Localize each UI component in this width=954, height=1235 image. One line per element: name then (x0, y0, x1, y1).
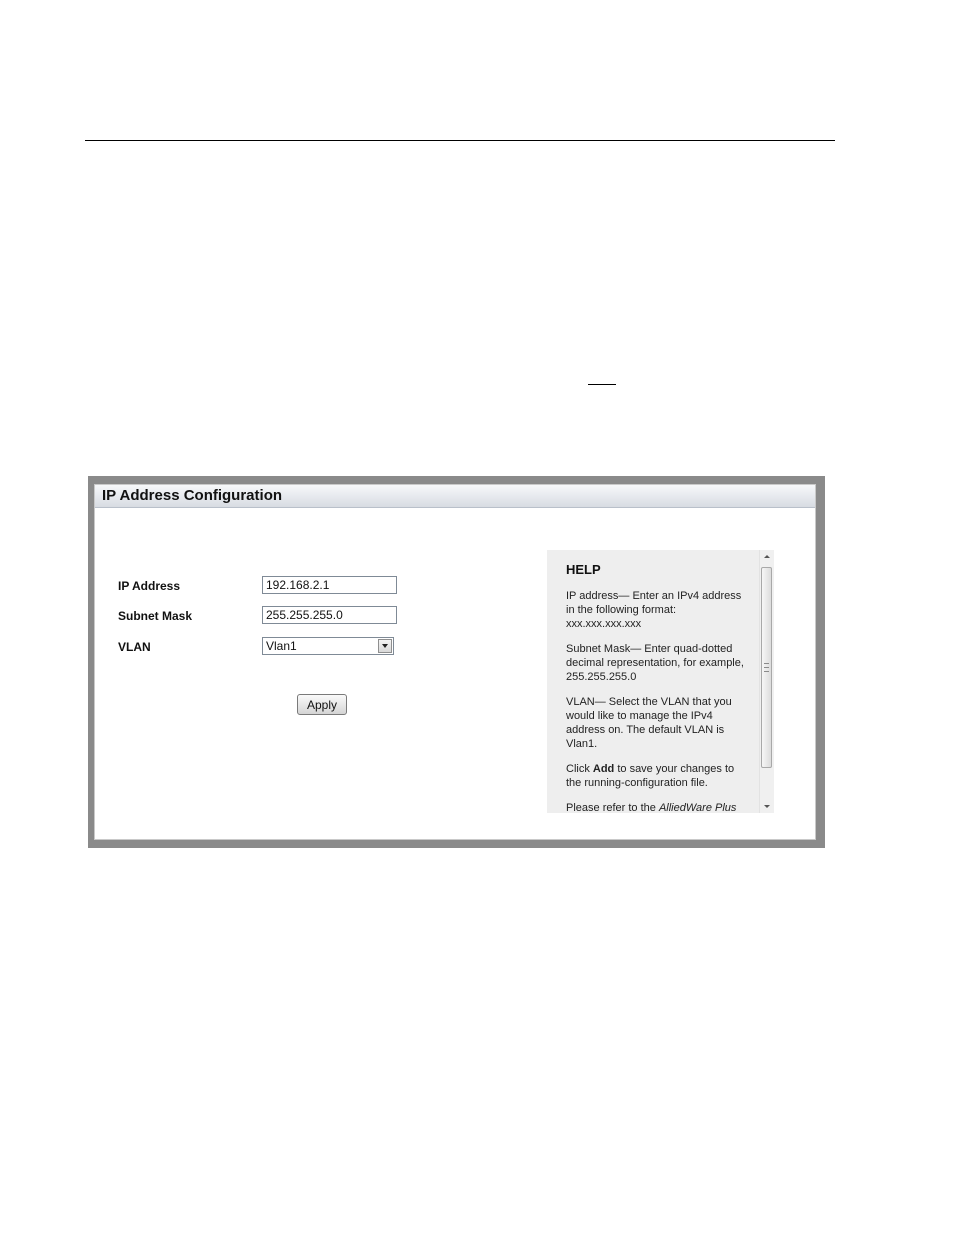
help-click-suffix: to save your changes to the running-configuration file. (566, 763, 735, 789)
text-underline-fragment (588, 384, 616, 385)
help-ip-address-text: IP address— Enter an IPv4 address in the following format: xxx.xxx.xxx.xxx (566, 590, 742, 630)
screenshot-frame (88, 476, 825, 848)
panel-title: IP Address Configuration (102, 487, 283, 504)
help-scrollbar[interactable] (759, 550, 774, 813)
page-top-rule (85, 140, 835, 141)
help-refer-prefix: Please refer to the (566, 802, 659, 813)
vlan-select[interactable] (262, 637, 394, 655)
help-add-keyword: Add (592, 763, 615, 775)
help-click-add-text (566, 762, 751, 790)
apply-button[interactable]: Apply (297, 694, 347, 715)
chevron-down-icon[interactable] (378, 639, 392, 653)
vlan-label: VLAN (118, 640, 151, 654)
help-refer-text (566, 801, 751, 813)
vlan-selected-value: Vlan1 (266, 639, 297, 653)
help-title: HELP (566, 562, 601, 577)
panel-header (95, 485, 815, 508)
help-click-prefix: Click (566, 763, 593, 775)
help-panel (547, 550, 774, 813)
help-vlan-text: VLAN— Select the VLAN that you would like to manage the IPv4 address on. The default VLAN is Vlan1. (566, 696, 732, 750)
ip-address-label: IP Address (118, 579, 181, 593)
arrow-up-icon[interactable] (760, 550, 774, 564)
grip-icon (764, 663, 769, 672)
subnet-mask-label: Subnet Mask (118, 609, 193, 623)
scrollbar-thumb[interactable] (761, 567, 772, 768)
subnet-mask-input[interactable] (262, 606, 397, 624)
ip-address-configuration-panel (94, 484, 816, 840)
arrow-down-icon[interactable] (760, 799, 774, 813)
help-subnet-mask-text: Subnet Mask— Enter quad-dotted decimal representation, for example, 255.255.255.0 (566, 643, 744, 683)
ip-address-input[interactable] (262, 576, 397, 594)
help-refer-title: AlliedWare Plus (658, 802, 737, 813)
help-content (566, 550, 751, 813)
